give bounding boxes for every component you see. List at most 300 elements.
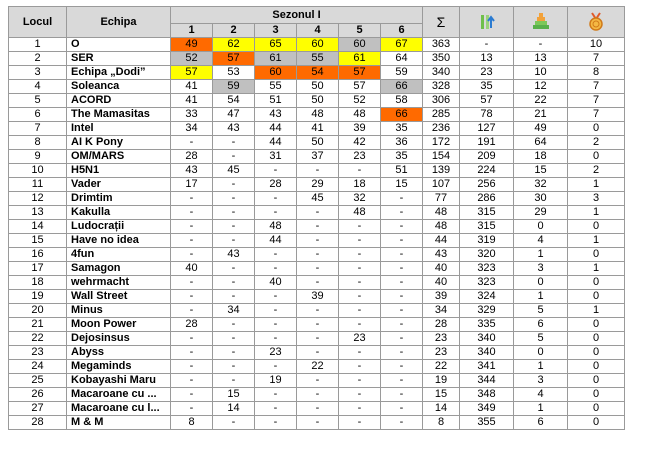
round-score-cell: 55 [297, 52, 339, 66]
table-row [9, 122, 625, 136]
round-score-cell: 19 [255, 374, 297, 388]
table-row [9, 220, 625, 234]
round-score-cell: 28 [255, 178, 297, 192]
team-name-cell: Kobayashi Maru [67, 374, 171, 388]
gap-to-leader-cell: 256 [460, 178, 514, 192]
round-header: 1 [171, 24, 213, 38]
round-score-cell: 48 [339, 108, 381, 122]
gap-to-next-cell: 5 [514, 332, 568, 346]
round-score-cell: 48 [339, 206, 381, 220]
round-score-cell: - [381, 332, 423, 346]
rank-cell: 11 [9, 178, 67, 192]
gap-to-leader-cell: 23 [460, 66, 514, 80]
round-score-cell: - [255, 262, 297, 276]
gap-to-leader-cell: 324 [460, 290, 514, 304]
total-score-cell: 15 [423, 388, 460, 402]
rank-up-arrow-icon [460, 7, 514, 38]
round-score-cell: 55 [255, 80, 297, 94]
round-score-cell: - [255, 402, 297, 416]
table-row [9, 38, 625, 52]
round-score-cell: - [339, 304, 381, 318]
team-name-cell: 4fun [67, 248, 171, 262]
round-score-cell: 31 [255, 150, 297, 164]
round-header: 6 [381, 24, 423, 38]
sum-header: Σ [423, 7, 460, 38]
rank-cell: 27 [9, 402, 67, 416]
round-score-cell: 60 [297, 38, 339, 52]
team-name-cell: Echipa „Dodi” [67, 66, 171, 80]
team-header: Echipa [67, 7, 171, 38]
medals-cell: 0 [568, 402, 625, 416]
round-score-cell: - [297, 234, 339, 248]
round-score-cell: - [339, 290, 381, 304]
round-score-cell: - [171, 276, 213, 290]
round-score-cell: - [339, 234, 381, 248]
gap-to-leader-cell: 57 [460, 94, 514, 108]
round-score-cell: 61 [339, 52, 381, 66]
table-row [9, 150, 625, 164]
round-score-cell: 15 [213, 388, 255, 402]
gap-to-leader-cell: 78 [460, 108, 514, 122]
round-score-cell: - [339, 248, 381, 262]
round-header: 2 [213, 24, 255, 38]
gap-to-next-cell: 1 [514, 360, 568, 374]
rank-cell: 17 [9, 262, 67, 276]
team-name-cell: Megaminds [67, 360, 171, 374]
round-score-cell: 35 [381, 122, 423, 136]
total-score-cell: 43 [423, 248, 460, 262]
rank-cell: 2 [9, 52, 67, 66]
round-score-cell: 39 [339, 122, 381, 136]
gap-to-leader-cell: 209 [460, 150, 514, 164]
rank-cell: 4 [9, 80, 67, 94]
round-score-cell: - [255, 206, 297, 220]
gap-to-next-cell: 4 [514, 388, 568, 402]
round-score-cell: 43 [213, 122, 255, 136]
table-row [9, 276, 625, 290]
round-score-cell: 18 [339, 178, 381, 192]
round-score-cell: 35 [381, 150, 423, 164]
medal-icon [568, 7, 625, 38]
round-score-cell: - [381, 388, 423, 402]
medals-cell: 1 [568, 234, 625, 248]
round-score-cell: - [213, 416, 255, 430]
medals-cell: 3 [568, 192, 625, 206]
round-score-cell: 22 [297, 360, 339, 374]
round-score-cell: - [297, 346, 339, 360]
round-score-cell: 60 [339, 38, 381, 52]
round-score-cell: - [339, 388, 381, 402]
round-score-cell: - [339, 402, 381, 416]
gap-to-next-cell: 10 [514, 66, 568, 80]
round-score-cell: 50 [297, 80, 339, 94]
table-row [9, 52, 625, 66]
medals-cell: 0 [568, 332, 625, 346]
total-score-cell: 40 [423, 276, 460, 290]
round-score-cell: - [381, 290, 423, 304]
gap-to-next-cell: 15 [514, 164, 568, 178]
rank-cell: 18 [9, 276, 67, 290]
round-score-cell: - [213, 360, 255, 374]
gap-to-next-cell: 5 [514, 304, 568, 318]
round-score-cell: - [339, 360, 381, 374]
gap-to-next-cell: 0 [514, 346, 568, 360]
round-score-cell: - [213, 374, 255, 388]
round-score-cell: 41 [171, 94, 213, 108]
round-score-cell: - [255, 332, 297, 346]
round-score-cell: - [381, 318, 423, 332]
round-score-cell: - [381, 304, 423, 318]
round-score-cell: - [171, 388, 213, 402]
round-score-cell: - [297, 402, 339, 416]
team-name-cell: Abyss [67, 346, 171, 360]
round-score-cell: 52 [339, 94, 381, 108]
rank-cell: 21 [9, 318, 67, 332]
team-name-cell: Moon Power [67, 318, 171, 332]
round-score-cell: - [297, 206, 339, 220]
gap-to-leader-cell: 340 [460, 332, 514, 346]
gap-to-next-cell: 4 [514, 234, 568, 248]
table-row [9, 332, 625, 346]
team-name-cell: ACORD [67, 94, 171, 108]
gap-to-leader-cell: 340 [460, 346, 514, 360]
total-score-cell: 139 [423, 164, 460, 178]
gap-to-next-cell: 6 [514, 318, 568, 332]
gap-to-next-cell: 0 [514, 276, 568, 290]
round-score-cell: - [171, 234, 213, 248]
round-score-cell: - [213, 346, 255, 360]
round-score-cell: - [297, 164, 339, 178]
round-score-cell: - [171, 360, 213, 374]
medals-cell: 0 [568, 122, 625, 136]
medals-cell: 1 [568, 178, 625, 192]
round-score-cell: 37 [297, 150, 339, 164]
gap-to-leader-cell: 323 [460, 262, 514, 276]
round-score-cell: - [213, 234, 255, 248]
gap-to-leader-cell: 349 [460, 402, 514, 416]
round-score-cell: 28 [171, 318, 213, 332]
round-score-cell: - [297, 248, 339, 262]
round-score-cell: - [213, 192, 255, 206]
round-score-cell: - [171, 192, 213, 206]
standings-table-container [8, 6, 625, 430]
gap-to-leader-cell: 329 [460, 304, 514, 318]
total-score-cell: 48 [423, 220, 460, 234]
gap-to-leader-cell: 13 [460, 52, 514, 66]
gap-to-next-cell: 18 [514, 150, 568, 164]
round-score-cell: 15 [381, 178, 423, 192]
rank-cell: 14 [9, 220, 67, 234]
medals-cell: 0 [568, 346, 625, 360]
table-row [9, 374, 625, 388]
round-score-cell: - [171, 402, 213, 416]
round-score-cell: - [171, 206, 213, 220]
round-score-cell: - [213, 276, 255, 290]
round-score-cell: 41 [171, 80, 213, 94]
team-name-cell: Samagon [67, 262, 171, 276]
round-score-cell: - [297, 416, 339, 430]
medals-cell: 0 [568, 276, 625, 290]
round-score-cell: - [255, 164, 297, 178]
medals-cell: 1 [568, 262, 625, 276]
rank-cell: 26 [9, 388, 67, 402]
round-score-cell: 48 [255, 220, 297, 234]
team-name-cell: SER [67, 52, 171, 66]
table-row [9, 304, 625, 318]
medals-cell: 1 [568, 206, 625, 220]
round-score-cell: - [339, 164, 381, 178]
table-row [9, 234, 625, 248]
round-score-cell: 43 [255, 108, 297, 122]
medals-cell: 0 [568, 290, 625, 304]
rank-cell: 6 [9, 108, 67, 122]
round-score-cell: 32 [339, 192, 381, 206]
rank-cell: 5 [9, 94, 67, 108]
round-score-cell: 42 [339, 136, 381, 150]
medals-cell: 0 [568, 220, 625, 234]
table-row [9, 66, 625, 80]
round-score-cell: 33 [171, 108, 213, 122]
round-score-cell: 65 [255, 38, 297, 52]
standings-table [8, 6, 625, 430]
team-name-cell: O [67, 38, 171, 52]
rank-cell: 7 [9, 122, 67, 136]
round-score-cell: - [381, 402, 423, 416]
round-score-cell: - [255, 318, 297, 332]
rank-cell: 19 [9, 290, 67, 304]
round-score-cell: - [171, 248, 213, 262]
gap-to-next-cell: 21 [514, 108, 568, 122]
gap-to-leader-cell: 348 [460, 388, 514, 402]
round-score-cell: - [339, 220, 381, 234]
round-score-cell: 44 [255, 234, 297, 248]
team-name-cell: Kakulla [67, 206, 171, 220]
round-header: 3 [255, 24, 297, 38]
gap-to-leader-cell: 320 [460, 248, 514, 262]
round-score-cell: - [213, 150, 255, 164]
total-score-cell: 306 [423, 94, 460, 108]
round-score-cell: 54 [213, 94, 255, 108]
total-score-cell: 48 [423, 206, 460, 220]
medals-cell: 2 [568, 136, 625, 150]
round-header: 4 [297, 24, 339, 38]
total-score-cell: 34 [423, 304, 460, 318]
round-score-cell: - [381, 374, 423, 388]
team-name-cell: Drimtim [67, 192, 171, 206]
rank-cell: 10 [9, 164, 67, 178]
round-score-cell: 43 [213, 248, 255, 262]
table-row [9, 262, 625, 276]
medals-cell: 2 [568, 164, 625, 178]
total-score-cell: 44 [423, 234, 460, 248]
medals-cell: 0 [568, 388, 625, 402]
team-name-cell: Wall Street [67, 290, 171, 304]
medals-cell: 0 [568, 248, 625, 262]
round-score-cell: - [297, 304, 339, 318]
round-score-cell: - [297, 220, 339, 234]
season-header: Sezonul I [171, 7, 423, 24]
table-row [9, 290, 625, 304]
gap-to-next-cell: 3 [514, 374, 568, 388]
rank-cell: 12 [9, 192, 67, 206]
table-row [9, 388, 625, 402]
table-row [9, 94, 625, 108]
round-score-cell: 29 [297, 178, 339, 192]
round-score-cell: - [255, 248, 297, 262]
gap-to-leader-cell: 191 [460, 136, 514, 150]
gap-to-next-cell: 32 [514, 178, 568, 192]
medals-cell: 7 [568, 80, 625, 94]
gap-to-next-cell: 6 [514, 416, 568, 430]
round-score-cell: 48 [297, 108, 339, 122]
round-score-cell: - [381, 192, 423, 206]
round-score-cell: 50 [297, 94, 339, 108]
team-name-cell: Ludocrații [67, 220, 171, 234]
round-score-cell: - [213, 136, 255, 150]
round-score-cell: 66 [381, 80, 423, 94]
round-score-cell: - [339, 262, 381, 276]
round-score-cell: 8 [171, 416, 213, 430]
table-row [9, 206, 625, 220]
round-score-cell: - [339, 346, 381, 360]
total-score-cell: 23 [423, 346, 460, 360]
round-score-cell: 45 [213, 164, 255, 178]
round-score-cell: - [381, 360, 423, 374]
round-score-cell: - [171, 290, 213, 304]
round-score-cell: - [255, 304, 297, 318]
round-score-cell: - [297, 276, 339, 290]
table-row [9, 248, 625, 262]
round-score-cell: - [255, 192, 297, 206]
table-row [9, 346, 625, 360]
gap-to-next-cell: 64 [514, 136, 568, 150]
round-score-cell: - [213, 318, 255, 332]
medals-cell: 0 [568, 360, 625, 374]
round-score-cell: - [171, 374, 213, 388]
round-score-cell: 44 [255, 122, 297, 136]
gap-to-next-cell: 1 [514, 248, 568, 262]
gap-to-next-cell: 30 [514, 192, 568, 206]
medals-cell: 10 [568, 38, 625, 52]
table-row [9, 80, 625, 94]
round-score-cell: - [213, 262, 255, 276]
round-score-cell: - [381, 248, 423, 262]
round-score-cell: 52 [171, 52, 213, 66]
round-score-cell: 40 [255, 276, 297, 290]
table-row [9, 164, 625, 178]
round-score-cell: 53 [213, 66, 255, 80]
gap-to-next-cell: 12 [514, 80, 568, 94]
round-score-cell: 28 [171, 150, 213, 164]
round-score-cell: 14 [213, 402, 255, 416]
round-score-cell: 57 [213, 52, 255, 66]
round-score-cell: 44 [255, 136, 297, 150]
team-name-cell: H5N1 [67, 164, 171, 178]
round-score-cell: 41 [297, 122, 339, 136]
round-score-cell: - [213, 220, 255, 234]
team-name-cell: Macaroane cu l... [67, 402, 171, 416]
total-score-cell: 28 [423, 318, 460, 332]
total-score-cell: 340 [423, 66, 460, 80]
medals-cell: 0 [568, 416, 625, 430]
round-score-cell: 59 [213, 80, 255, 94]
table-row [9, 108, 625, 122]
team-name-cell: Vader [67, 178, 171, 192]
total-score-cell: 236 [423, 122, 460, 136]
medals-cell: 8 [568, 66, 625, 80]
round-score-cell: 58 [381, 94, 423, 108]
round-score-cell: - [171, 346, 213, 360]
round-score-cell: 39 [297, 290, 339, 304]
round-score-cell: 45 [297, 192, 339, 206]
team-name-cell: Minus [67, 304, 171, 318]
round-score-cell: - [381, 416, 423, 430]
rank-cell: 20 [9, 304, 67, 318]
round-score-cell: 23 [255, 346, 297, 360]
rank-cell: 25 [9, 374, 67, 388]
points-to-leader-icon [514, 7, 568, 38]
rank-cell: 28 [9, 416, 67, 430]
gap-to-leader-cell: 319 [460, 234, 514, 248]
rank-cell: 15 [9, 234, 67, 248]
total-score-cell: 77 [423, 192, 460, 206]
table-row [9, 318, 625, 332]
gap-to-leader-cell: 323 [460, 276, 514, 290]
table-row [9, 136, 625, 150]
medals-cell: 7 [568, 52, 625, 66]
team-name-cell: M & M [67, 416, 171, 430]
round-score-cell: - [339, 416, 381, 430]
total-score-cell: 107 [423, 178, 460, 192]
round-score-cell: 34 [171, 122, 213, 136]
total-score-cell: 22 [423, 360, 460, 374]
round-score-cell: - [255, 290, 297, 304]
round-score-cell: 23 [339, 150, 381, 164]
round-score-cell: 62 [213, 38, 255, 52]
table-row [9, 416, 625, 430]
total-score-cell: 350 [423, 52, 460, 66]
round-score-cell: - [339, 318, 381, 332]
total-score-cell: 285 [423, 108, 460, 122]
total-score-cell: 40 [423, 262, 460, 276]
round-score-cell: - [255, 360, 297, 374]
gap-to-leader-cell: 341 [460, 360, 514, 374]
total-score-cell: 23 [423, 332, 460, 346]
total-score-cell: 39 [423, 290, 460, 304]
round-score-cell: 57 [339, 80, 381, 94]
rank-cell: 23 [9, 346, 67, 360]
table-row [9, 360, 625, 374]
gap-to-next-cell: 49 [514, 122, 568, 136]
round-score-cell: 49 [171, 38, 213, 52]
medals-cell: 7 [568, 108, 625, 122]
rank-cell: 1 [9, 38, 67, 52]
round-score-cell: - [213, 178, 255, 192]
team-name-cell: Soleanca [67, 80, 171, 94]
gap-to-next-cell: 1 [514, 290, 568, 304]
total-score-cell: 19 [423, 374, 460, 388]
round-score-cell: - [381, 234, 423, 248]
round-score-cell: 57 [171, 66, 213, 80]
medals-cell: 7 [568, 94, 625, 108]
round-score-cell: - [213, 332, 255, 346]
round-score-cell: 59 [381, 66, 423, 80]
round-score-cell: 64 [381, 52, 423, 66]
team-name-cell: Intel [67, 122, 171, 136]
team-name-cell: Have no idea [67, 234, 171, 248]
round-score-cell: - [213, 290, 255, 304]
gap-to-leader-cell: - [460, 38, 514, 52]
